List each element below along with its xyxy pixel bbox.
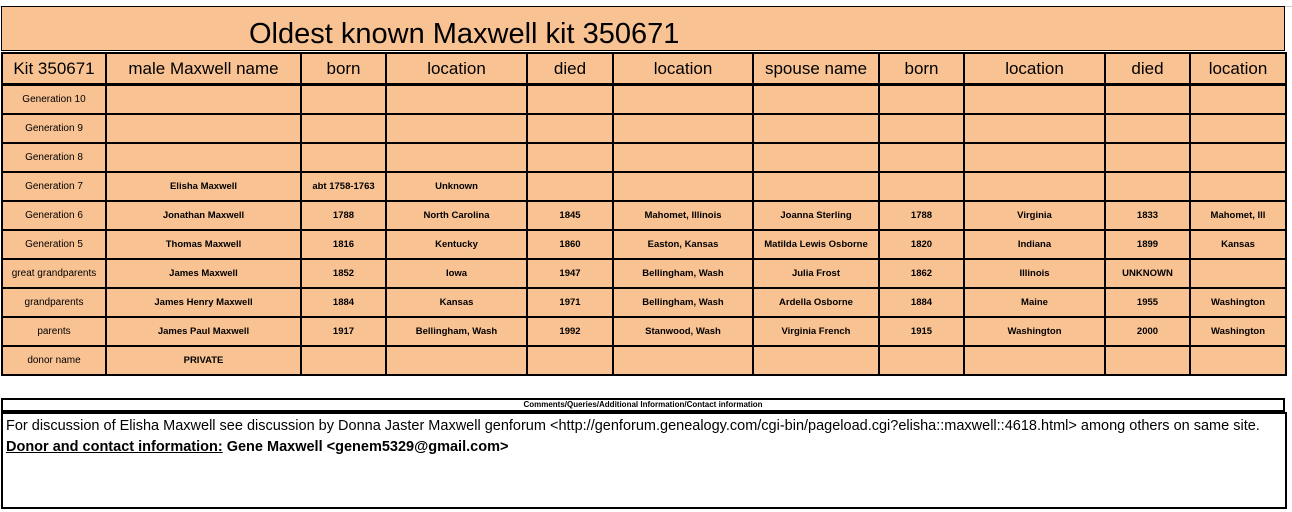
table-row bbox=[2, 201, 1286, 230]
table-cell[interactable] bbox=[964, 172, 1105, 201]
comments-label[interactable]: Comments/Queries/Additional Information/Contact information bbox=[1, 398, 1285, 412]
table-cell[interactable]: PRIVATE bbox=[106, 346, 301, 375]
table-cell[interactable] bbox=[1105, 346, 1190, 375]
table-cell[interactable]: Washington bbox=[964, 317, 1105, 346]
table-cell[interactable]: Kansas bbox=[386, 288, 527, 317]
table-cell[interactable] bbox=[613, 143, 753, 172]
table-cell[interactable] bbox=[386, 85, 527, 115]
table-cell[interactable] bbox=[879, 143, 964, 172]
row-label-cell[interactable]: Generation 5 bbox=[2, 230, 106, 259]
table-cell[interactable] bbox=[879, 172, 964, 201]
table-cell[interactable]: Bellingham, Wash bbox=[613, 259, 753, 288]
table-cell[interactable] bbox=[879, 85, 964, 115]
table-row bbox=[2, 143, 1286, 172]
page-title: Oldest known Maxwell kit 350671 bbox=[249, 18, 680, 50]
column-header[interactable]: location bbox=[964, 53, 1105, 85]
table-cell[interactable]: Virginia bbox=[964, 201, 1105, 230]
table-cell[interactable]: 1884 bbox=[879, 288, 964, 317]
table-cell[interactable] bbox=[613, 172, 753, 201]
column-header[interactable]: born bbox=[879, 53, 964, 85]
table-cell[interactable]: 1845 bbox=[527, 201, 613, 230]
table-cell[interactable] bbox=[613, 346, 753, 375]
table-cell[interactable] bbox=[753, 346, 879, 375]
table-cell[interactable]: Ardella Osborne bbox=[753, 288, 879, 317]
table-cell[interactable]: Kentucky bbox=[386, 230, 527, 259]
table-cell[interactable]: Easton, Kansas bbox=[613, 230, 753, 259]
row-label-cell[interactable]: Generation 8 bbox=[2, 143, 106, 172]
table-cell[interactable]: 1915 bbox=[879, 317, 964, 346]
column-header[interactable]: died bbox=[1105, 53, 1190, 85]
table-cell[interactable] bbox=[1190, 172, 1286, 201]
table-cell[interactable] bbox=[301, 85, 386, 115]
table-row bbox=[2, 259, 1286, 288]
row-label-cell[interactable]: grandparents bbox=[2, 288, 106, 317]
table-cell[interactable] bbox=[1190, 114, 1286, 143]
table-cell[interactable]: 1947 bbox=[527, 259, 613, 288]
table-cell[interactable]: 1852 bbox=[301, 259, 386, 288]
info-box[interactable] bbox=[1, 412, 1287, 509]
table-cell[interactable]: James Henry Maxwell bbox=[106, 288, 301, 317]
table-cell[interactable]: 1860 bbox=[527, 230, 613, 259]
table-cell[interactable] bbox=[1190, 85, 1286, 115]
table-cell[interactable] bbox=[527, 85, 613, 115]
table-cell[interactable]: Mahomet, Ill bbox=[1190, 201, 1286, 230]
column-header[interactable]: spouse name bbox=[753, 53, 879, 85]
contact-label: Donor and contact information: bbox=[6, 439, 223, 455]
table-cell[interactable]: Washington bbox=[1190, 317, 1286, 346]
table-cell[interactable]: James Paul Maxwell bbox=[106, 317, 301, 346]
contact-value: Gene Maxwell <genem5329@gmail.com> bbox=[226, 439, 509, 455]
table-cell[interactable] bbox=[879, 114, 964, 143]
table-cell[interactable]: 1862 bbox=[879, 259, 964, 288]
table-cell[interactable]: 2000 bbox=[1105, 317, 1190, 346]
table-cell[interactable]: Matilda Lewis Osborne bbox=[753, 230, 879, 259]
table-cell[interactable] bbox=[964, 346, 1105, 375]
table-cell[interactable]: Stanwood, Wash bbox=[613, 317, 753, 346]
column-header[interactable]: location bbox=[613, 53, 753, 85]
table-cell[interactable] bbox=[106, 85, 301, 115]
table-cell[interactable] bbox=[1105, 85, 1190, 115]
table-cell[interactable]: 1833 bbox=[1105, 201, 1190, 230]
table-cell[interactable] bbox=[964, 85, 1105, 115]
table-cell[interactable]: Iowa bbox=[386, 259, 527, 288]
table-cell[interactable]: 1820 bbox=[879, 230, 964, 259]
table-cell[interactable] bbox=[106, 114, 301, 143]
table-cell[interactable]: Illinois bbox=[964, 259, 1105, 288]
table-cell[interactable]: Virginia French bbox=[753, 317, 879, 346]
table-cell[interactable]: James Maxwell bbox=[106, 259, 301, 288]
table-cell[interactable]: Mahomet, Illinois bbox=[613, 201, 753, 230]
table-cell[interactable]: Joanna Sterling bbox=[753, 201, 879, 230]
table-cell[interactable]: Kansas bbox=[1190, 230, 1286, 259]
table-cell[interactable]: Elisha Maxwell bbox=[106, 172, 301, 201]
table-cell[interactable] bbox=[613, 114, 753, 143]
table-cell[interactable]: Bellingham, Wash bbox=[386, 317, 527, 346]
table-cell[interactable] bbox=[527, 346, 613, 375]
column-header[interactable]: location bbox=[1190, 53, 1286, 85]
table-cell[interactable]: Maine bbox=[964, 288, 1105, 317]
table-cell[interactable]: 1788 bbox=[879, 201, 964, 230]
title-cell[interactable] bbox=[1, 6, 1285, 51]
table-cell[interactable]: 1955 bbox=[1105, 288, 1190, 317]
row-label-cell[interactable]: Generation 7 bbox=[2, 172, 106, 201]
table-cell[interactable]: 1884 bbox=[301, 288, 386, 317]
table-row bbox=[2, 317, 1286, 346]
table-cell[interactable] bbox=[753, 172, 879, 201]
table-cell[interactable] bbox=[527, 114, 613, 143]
table-row bbox=[2, 230, 1286, 259]
table-cell[interactable]: abt 1758-1763 bbox=[301, 172, 386, 201]
table-row bbox=[2, 114, 1286, 143]
table-cell[interactable]: 1788 bbox=[301, 201, 386, 230]
table-cell[interactable]: Bellingham, Wash bbox=[613, 288, 753, 317]
table-cell[interactable] bbox=[964, 143, 1105, 172]
table-cell[interactable] bbox=[1105, 114, 1190, 143]
table-cell[interactable] bbox=[1190, 143, 1286, 172]
table-row bbox=[2, 346, 1286, 375]
table-cell[interactable]: Thomas Maxwell bbox=[106, 230, 301, 259]
row-label-cell[interactable]: great grandparents bbox=[2, 259, 106, 288]
table-cell[interactable] bbox=[386, 143, 527, 172]
table-cell[interactable]: 1899 bbox=[1105, 230, 1190, 259]
header-row bbox=[2, 53, 1286, 85]
table-cell[interactable] bbox=[753, 85, 879, 115]
column-header[interactable]: Kit 350671 bbox=[2, 53, 106, 85]
table-cell[interactable] bbox=[1105, 143, 1190, 172]
table-cell[interactable]: 1917 bbox=[301, 317, 386, 346]
table-cell[interactable]: North Carolina bbox=[386, 201, 527, 230]
table-cell[interactable]: 1992 bbox=[527, 317, 613, 346]
table-row bbox=[2, 85, 1286, 115]
table-cell[interactable]: Washington bbox=[1190, 288, 1286, 317]
row-label-cell[interactable]: Generation 9 bbox=[2, 114, 106, 143]
table-cell[interactable] bbox=[106, 143, 301, 172]
table-cell[interactable] bbox=[386, 114, 527, 143]
table-row bbox=[2, 172, 1286, 201]
table-cell[interactable] bbox=[879, 346, 964, 375]
table-cell[interactable]: UNKNOWN bbox=[1105, 259, 1190, 288]
column-header[interactable]: male Maxwell name bbox=[106, 53, 301, 85]
row-label-cell[interactable]: parents bbox=[2, 317, 106, 346]
column-header[interactable]: born bbox=[301, 53, 386, 85]
table-row bbox=[2, 288, 1286, 317]
table-cell[interactable] bbox=[301, 143, 386, 172]
table-cell[interactable] bbox=[964, 114, 1105, 143]
row-label-cell[interactable]: Generation 10 bbox=[2, 85, 106, 115]
table-cell[interactable]: 1971 bbox=[527, 288, 613, 317]
table-cell[interactable]: 1816 bbox=[301, 230, 386, 259]
column-header[interactable]: location bbox=[386, 53, 527, 85]
table-cell[interactable]: Indiana bbox=[964, 230, 1105, 259]
table-cell[interactable] bbox=[386, 346, 527, 375]
column-header[interactable]: died bbox=[527, 53, 613, 85]
table-cell[interactable] bbox=[753, 143, 879, 172]
table-cell[interactable] bbox=[753, 114, 879, 143]
table-cell[interactable] bbox=[527, 143, 613, 172]
table-cell[interactable]: Julia Frost bbox=[753, 259, 879, 288]
table-cell[interactable]: Unknown bbox=[386, 172, 527, 201]
table-cell[interactable] bbox=[301, 346, 386, 375]
table-cell[interactable] bbox=[1190, 346, 1286, 375]
table-cell[interactable]: Jonathan Maxwell bbox=[106, 201, 301, 230]
table-cell[interactable] bbox=[527, 172, 613, 201]
info-text: For discussion of Elisha Maxwell see discussion by Donna Jaster Maxwell genforum <http://genforum.genealogy.com/cgi-bin/pageload.cgi?elisha::maxwell::4618.html> among others on same site. bbox=[6, 418, 1260, 434]
row-label-cell[interactable]: donor name bbox=[2, 346, 106, 375]
table-cell[interactable] bbox=[301, 114, 386, 143]
table-cell[interactable] bbox=[613, 85, 753, 115]
ancestry-table bbox=[1, 52, 1287, 376]
table-cell[interactable] bbox=[1105, 172, 1190, 201]
table-cell[interactable] bbox=[1190, 259, 1286, 288]
row-label-cell[interactable]: Generation 6 bbox=[2, 201, 106, 230]
